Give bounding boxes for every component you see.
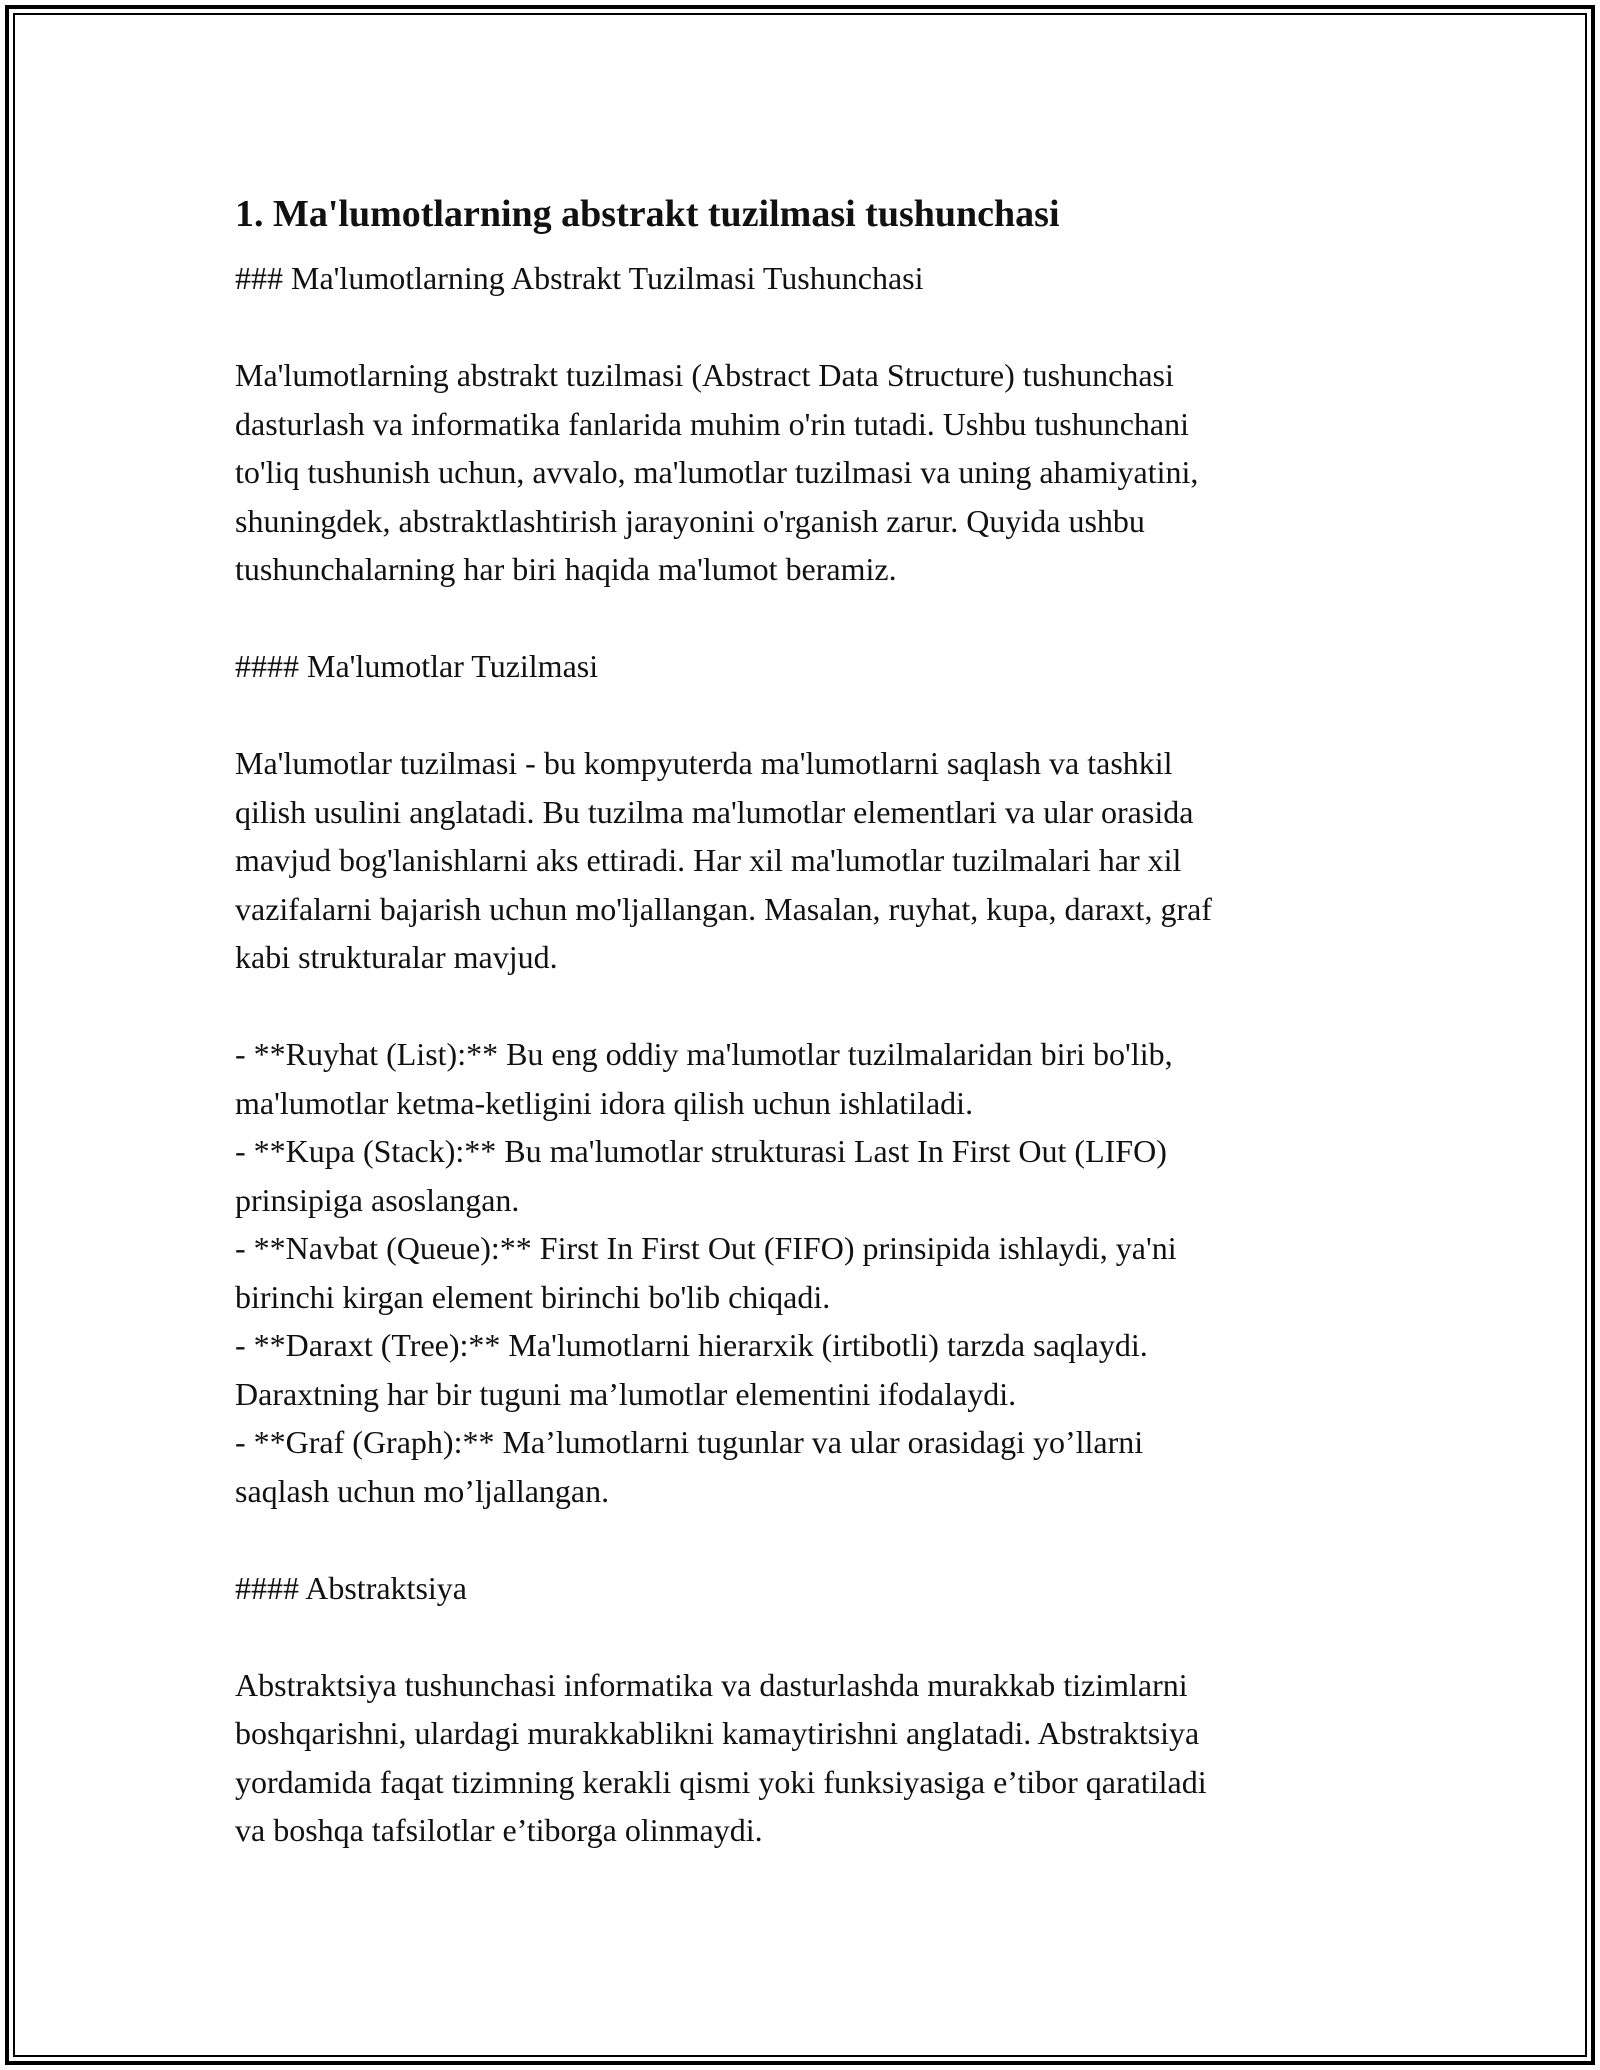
text-line: Ma'lumotlar tuzilmasi - bu kompyuterda ma'lumotlarni saqlash va tashkil bbox=[235, 745, 1173, 781]
blank-line bbox=[235, 1515, 1385, 1564]
list-item: - **Daraxt (Tree):** Ma'lumotlarni hierarxik (irtibotli) tarzda saqlaydi. bbox=[235, 1327, 1148, 1363]
text-line: va boshqa tafsilotlar e’tiborga olinmaydi. bbox=[235, 1812, 763, 1848]
list-item: - **Ruyhat (List):** Bu eng oddiy ma'lumotlar tuzilmalaridan biri bo'lib, bbox=[235, 1036, 1173, 1072]
text-line: to'liq tushunish uchun, avvalo, ma'lumotlar tuzilmasi va uning ahamiyatini, bbox=[235, 454, 1199, 490]
text-line: kabi strukturalar mavjud. bbox=[235, 939, 558, 975]
list-item: - **Kupa (Stack):** Bu ma'lumotlar strukturasi Last In First Out (LIFO) bbox=[235, 1133, 1167, 1169]
text-line: prinsipiga asoslangan. bbox=[235, 1181, 520, 1218]
text-line: birinchi kirgan element birinchi bo'lib chiqadi. bbox=[235, 1278, 831, 1315]
section-heading: #### Abstraktsiya bbox=[235, 1569, 467, 1606]
text-line: dasturlash va informatika fanlarida muhim o'rin tutadi. Ushbu tushunchani bbox=[235, 405, 1189, 442]
text-line: shuningdek, abstraktlashtirish jarayonini o'rganish zarur. Quyida ushbu bbox=[235, 502, 1145, 539]
text-line: yordamida faqat tizimning kerakli qismi yoki funksiyasiga e’tibor qaratiladi bbox=[235, 1763, 1207, 1800]
blank-line bbox=[235, 982, 1385, 1031]
document-body bbox=[235, 254, 1385, 1855]
text-line: Ma'lumotlarning abstrakt tuzilmasi (Abstract Data Structure) tushunchasi bbox=[235, 357, 1174, 393]
subtitle-heading: ### Ma'lumotlarning Abstrakt Tuzilmasi Tushunchasi bbox=[235, 260, 924, 296]
text-line: Daraxtning har bir tuguni ma’lumotlar elementini ifodalaydi. bbox=[235, 1375, 1017, 1412]
list-item: - **Graf (Graph):** Ma’lumotlarni tugunlar va ular orasidagi yo’llarni bbox=[235, 1424, 1144, 1460]
blank-line bbox=[235, 594, 1385, 643]
text-line: saqlash uchun mo’ljallangan. bbox=[235, 1472, 610, 1509]
section-heading: #### Ma'lumotlar Tuzilmasi bbox=[235, 648, 599, 684]
document-page bbox=[235, 184, 1385, 1855]
blank-line bbox=[235, 1612, 1385, 1661]
text-line: vazifalarni bajarish uchun mo'ljallangan. Masalan, ruyhat, kupa, daraxt, graf bbox=[235, 890, 1212, 927]
text-line: tushunchalarning har biri haqida ma'lumot beramiz. bbox=[235, 551, 897, 587]
list-item: - **Navbat (Queue):** First In First Out (FIFO) prinsipida ishlaydi, ya'ni bbox=[235, 1230, 1177, 1266]
text-line: mavjud bog'lanishlarni aks ettiradi. Har xil ma'lumotlar tuzilmalari har xil bbox=[235, 842, 1182, 878]
text-line: boshqarishni, ulardagi murakkablikni kamaytirishni anglatadi. Abstraktsiya bbox=[235, 1715, 1200, 1751]
text-line: qilish usulini anglatadi. Bu tuzilma ma'lumotlar elementlari va ular orasida bbox=[235, 793, 1194, 830]
blank-line bbox=[235, 303, 1385, 352]
text-line: Abstraktsiya tushunchasi informatika va dasturlashda murakkab tizimlarni bbox=[235, 1666, 1188, 1703]
blank-line bbox=[235, 691, 1385, 740]
document-title: 1. Ma'lumotlarning abstrakt tuzilmasi tushunchasi bbox=[235, 193, 1060, 235]
text-line: ma'lumotlar ketma-ketligini idora qilish uchun ishlatiladi. bbox=[235, 1084, 974, 1121]
